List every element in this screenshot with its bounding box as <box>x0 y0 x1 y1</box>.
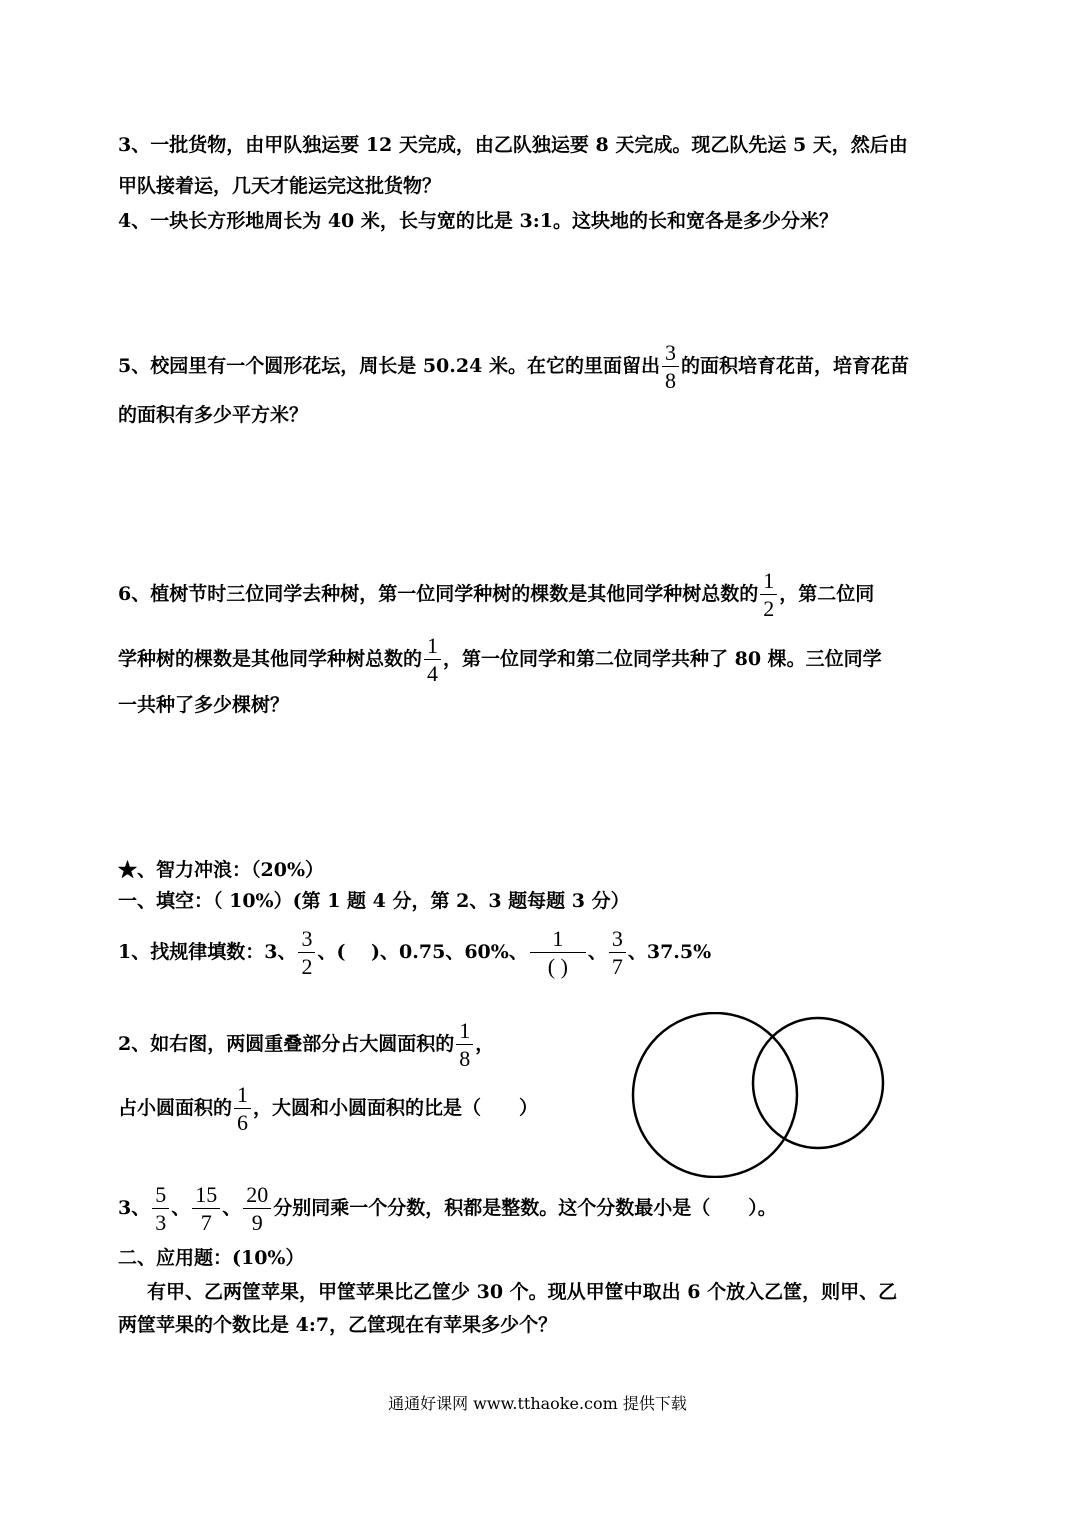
q6-text-d: ，第一位同学和第二位同学共种了 80 棵。三位同学 <box>443 648 882 670</box>
fill-q1-text-a: 1、找规律填数：3、 <box>118 941 297 963</box>
q6-text-b: ，第二位同 <box>779 583 875 605</box>
fill-q1-fraction-3: $\frac{3}{7}$ <box>609 928 626 978</box>
fill-q3 <box>118 1184 777 1234</box>
fill-q1 <box>118 928 711 978</box>
apply-line1: 有甲、乙两筐苹果，甲筐苹果比乙筐少 30 个。现从甲筐中取出 6 个放入乙筐，则甲、乙 <box>128 1281 898 1303</box>
venn-diagram <box>628 1012 890 1178</box>
q6-text-c: 学种树的棵数是其他同学种树总数的 <box>118 648 423 670</box>
footer-credit: 通通好课网 www.tthaoke.com 提供下载 <box>388 1394 687 1413</box>
q6-fraction-2: $\frac{1}{4}$ <box>424 635 441 685</box>
q6-line3: 一共种了多少棵树？ <box>118 694 290 716</box>
q3-line1: 3、一批货物，由甲队独运要 12 天完成，由乙队独运要 8 天完成。现乙队先运 5 天，然后由 <box>118 134 908 156</box>
fill-q1-fraction-1: $\frac{3}{2}$ <box>298 928 315 978</box>
fill-q2-line2 <box>118 1084 538 1134</box>
q5-line2: 的面积有多少平方米？ <box>118 404 309 426</box>
fill-q3-text-a: 3、 <box>118 1197 151 1219</box>
q5-line1 <box>118 342 909 392</box>
fill-q2-text-b: ， <box>475 1033 495 1055</box>
fill-q1-text-c: 、37.5% <box>627 941 712 963</box>
fill-q3-fraction-3: $\frac{20}{9}$ <box>243 1184 271 1234</box>
fill-q1-fraction-2: $\frac{1}{( )}$ <box>530 928 586 978</box>
section-star-title: ★、智力冲浪：（20%） <box>118 859 324 881</box>
fill-q3-sep1: 、 <box>171 1197 191 1219</box>
fill-q3-text-b: 分别同乘一个分数，积都是整数。这个分数最小是（ ）。 <box>273 1197 777 1219</box>
apply-line2: 两筐苹果的个数比是 4:7，乙筐现在有苹果多少个？ <box>118 1314 558 1336</box>
fill-q2-text-c: 占小圆面积的 <box>118 1097 233 1119</box>
fill-q2-text-a: 2、如右图，两圆重叠部分占大圆面积的 <box>118 1033 455 1055</box>
q5-text-a: 5、校园里有一个圆形花坛，周长是 50.24 米。在它的里面留出 <box>118 355 660 377</box>
q6-line1 <box>118 570 874 620</box>
fill-q2-fraction-1: $\frac{1}{8}$ <box>456 1020 473 1070</box>
fill-q2-text-d: ，大圆和小圆面积的比是（ ） <box>253 1097 539 1119</box>
fill-title: 一、填空：（ 10%）(第 1 题 4 分，第 2、3 题每题 3 分） <box>118 890 630 912</box>
q3-line2: 甲队接着运，几天才能运完这批货物？ <box>118 175 442 197</box>
fill-q2-line1 <box>118 1020 494 1070</box>
fill-q3-sep2: 、 <box>222 1197 242 1219</box>
fill-q1-text-b: 、( )、0.75、60%、 <box>317 941 528 963</box>
q4-line1: 4、一块长方形地周长为 40 米，长与宽的比是 3:1。这块地的长和宽各是多少分米？ <box>118 210 838 232</box>
fill-q1-sep: 、 <box>587 941 607 963</box>
q6-text-a: 6、植树节时三位同学去种树，第一位同学种树的棵数是其他同学种树总数的 <box>118 583 759 605</box>
apply-title: 二、应用题：(10%） <box>118 1247 305 1269</box>
fill-q3-fraction-1: $\frac{5}{3}$ <box>152 1184 169 1234</box>
fill-q2-fraction-2: $\frac{1}{6}$ <box>234 1084 251 1134</box>
small-circle <box>753 1018 883 1148</box>
fill-q3-fraction-2: $\frac{15}{7}$ <box>192 1184 220 1234</box>
q6-fraction-1: $\frac{1}{2}$ <box>760 570 777 620</box>
q5-text-b: 的面积培育花苗，培育花苗 <box>680 355 909 377</box>
q5-fraction: $\frac{3}{8}$ <box>662 342 679 392</box>
q6-line2 <box>118 635 882 685</box>
